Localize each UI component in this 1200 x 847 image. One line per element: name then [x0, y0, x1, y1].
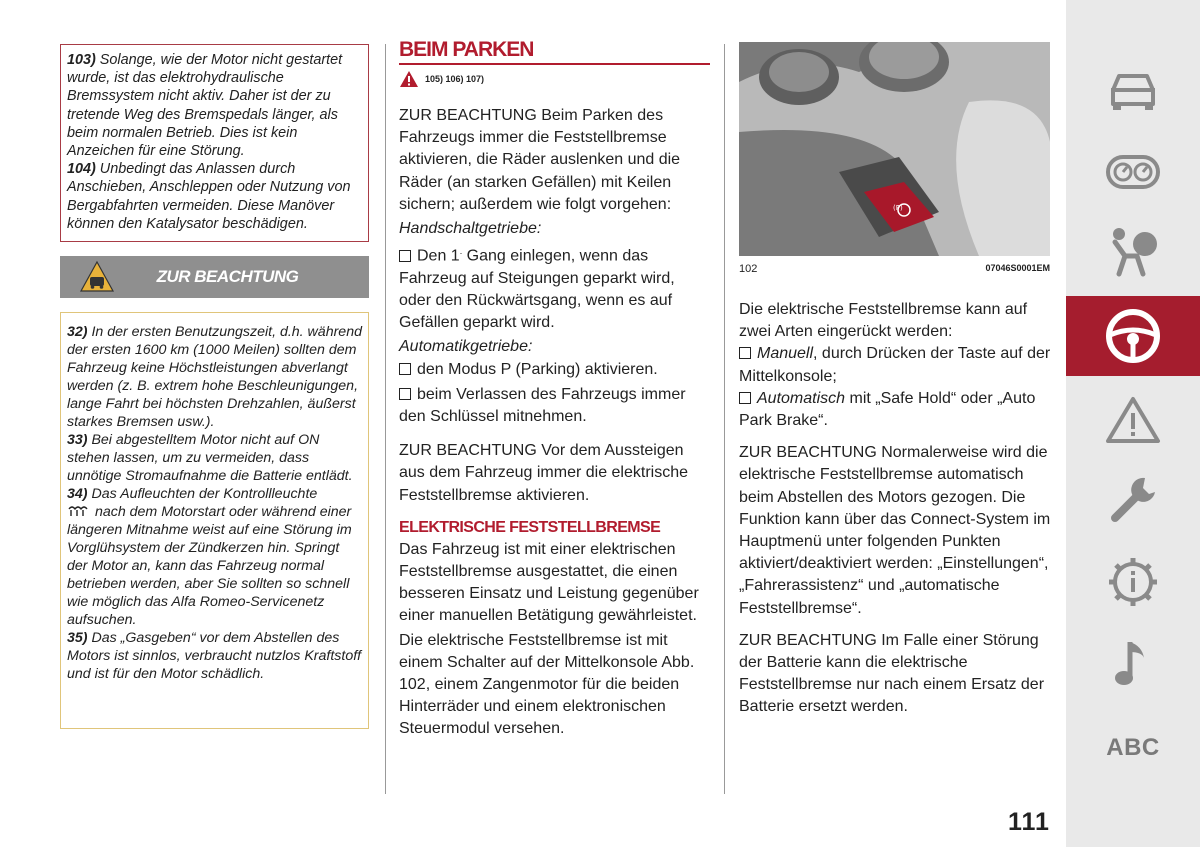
car-icon[interactable] [1066, 58, 1200, 122]
glow-plug-icon [67, 504, 89, 516]
note-text: Unbedingt das Anlassen durch Anschieben, Anschleppen oder Nutzung von Bergabfahrten vermeiden. Diese Manöver können den Katalysator beschädigen. [67, 161, 351, 232]
caution-num: 35) [67, 630, 88, 646]
info-gear-icon[interactable] [1066, 550, 1200, 614]
caution-num: 32) [67, 324, 88, 340]
page-number: 111 [1008, 808, 1050, 836]
index-abc[interactable] [1066, 720, 1200, 776]
right-body [739, 299, 1055, 719]
abc-label: ABC [1106, 734, 1160, 761]
auto-item: den Modus P (Parking) aktivieren. [399, 359, 711, 381]
caution-text: Das Aufleuchten der Kontrollleuchte [87, 486, 318, 502]
paragraph: ZUR BEACHTUNG Vor dem Aussteigen aus dem Fahrzeug immer die elektrische Feststellbremse aktivieren. [399, 442, 689, 504]
checkbox-bullet-icon [399, 363, 411, 375]
caution-text: Bei abgestelltem Motor nicht auf ON stehen lassen, um zu vermeiden, dass unnötige Stromaufnahme die Batterie entlädt. [67, 432, 353, 484]
figure-console-photo [739, 42, 1050, 256]
warning-refs [399, 70, 484, 88]
subsection-title: ELEKTRISCHE FESTSTELLBREMSE [399, 518, 661, 536]
figure-code: 07046S0001EM [985, 263, 1050, 273]
steering-wheel-icon[interactable] [1066, 296, 1200, 376]
dashboard-icon[interactable] [1066, 140, 1200, 204]
checkbox-bullet-icon [739, 392, 751, 404]
caution-num: 34) [67, 486, 88, 502]
note-text: Solange, wie der Motor nicht gestartet wurde, ist das elektrohydraulische Bremssystem nicht aktiv. Daher ist der zu tretende Weg des Bremspedals länger, als beim normalen Betrieb. Dies ist kein Anzeichen für eine Störung. [67, 52, 343, 160]
auto-item: beim Verlassen des Fahrzeugs immer den Schlüssel mitnehmen. [399, 385, 686, 425]
music-note-icon[interactable] [1066, 632, 1200, 696]
column-divider [385, 44, 386, 794]
note-box [60, 44, 369, 242]
checkbox-bullet-icon [739, 347, 751, 359]
figure-caption [739, 263, 1050, 275]
warning-ref-numbers: 105) 106) 107) [425, 74, 485, 84]
middle-body [399, 105, 711, 741]
paragraph: ZUR BEACHTUNG Beim Parken des Fahrzeugs immer die Feststellbremse aktivieren, die Räder auslenken und die Räder (an starken Gefällen) mit Keilen sichern; außerdem wie folgt vorgehen: [399, 107, 681, 213]
auto-label: Automatikgetriebe: [399, 338, 533, 356]
section-title: BEIM PARKEN [399, 38, 534, 61]
paragraph: Die elektrische Feststellbremse kann auf zwei Arten eingerückt werden: [739, 301, 1028, 341]
svg-text:(P): (P) [893, 204, 903, 212]
list-item: Manuell, durch Drücken der Taste auf der Mittelkonsole; [739, 345, 1051, 385]
caution-road-icon [78, 258, 116, 296]
paragraph: Das Fahrzeug ist mit einer elektrischen Feststellbremse ausgestattet, die einen besseren Einsatz und Leistung gegenüber einer manuellen Betätigung gewährleistet. [399, 540, 699, 625]
column-divider [724, 44, 725, 794]
paragraph: ZUR BEACHTUNG Normalerweise wird die elektrische Feststellbremse automatisch beim Abstellen des Motors gezogen. Die Funktion kann über das Connect-System im Hauptmenü unter folgenden Punkten aktiviert/deaktiviert werden: „Einstellungen“, „Fahrerassistenz“ und „automatische Feststellbremse“. [739, 444, 1051, 617]
warning-icon[interactable] [1066, 388, 1200, 452]
manual-label: Handschaltgetriebe: [399, 220, 542, 238]
figure-number: 102 [739, 263, 758, 275]
caution-title: ZUR BEACHTUNG [156, 267, 299, 286]
note-num: 103) [67, 52, 96, 68]
list-item: Automatisch mit „Safe Hold“ oder „Auto Park Brake“. [739, 389, 1036, 430]
caution-text: nach dem Motorstart oder während einer längeren Mitnahme weist auf eine Störung im Vorglühsystem der Zündkerzen hin. Springt der Motor an, kann das Fahrzeug normal betrieben werden, aber Sie sollten so schnell wie möglich das Alfa Romeo-Servicenetz aufsuchen. [67, 504, 352, 628]
warning-icon [399, 70, 419, 88]
caution-text: In der ersten Benutzungszeit, d.h. während der ersten 1600 km (1000 Meilen) sollten dem Fahrzeug keine Höchstleistungen abverlangt werden (z. B. extrem hohe Beschleunigungen, lange Fahrt bei höchsten Drehzahlen, äußerst starkes Bremsen usw.). [67, 324, 362, 430]
paragraph: Die elektrische Feststellbremse ist mit einem Schalter auf der Mittelkonsole Abb. 102, einem Zangenmotor für die beiden Hinterräder und einem elektronischen Steuermodul versehen. [399, 631, 695, 738]
note-num: 104) [67, 161, 96, 178]
caution-num: 33) [67, 432, 88, 448]
chapter-sidebar [1066, 0, 1200, 847]
checkbox-bullet-icon [399, 250, 411, 262]
airbag-icon[interactable] [1066, 220, 1200, 284]
caution-box [60, 312, 369, 729]
wrench-icon[interactable] [1066, 468, 1200, 532]
paragraph: ZUR BEACHTUNG Im Falle einer Störung der Batterie kann die elektrische Feststellbremse nur nach einem Ersatz der Batterie ersetzt werden. [739, 631, 1045, 716]
caution-text: Das „Gasgeben“ vor dem Abstellen des Motors ist sinnlos, verbraucht nutzlos Kraftstoff und ist für den Motor schädlich. [67, 630, 362, 682]
checkbox-bullet-icon [399, 388, 411, 400]
title-underline [399, 63, 710, 65]
caution-header [60, 256, 369, 298]
manual-item: Den 1. Gang einlegen, wenn das Fahrzeug auf Steigungen geparkt wird, oder den Rückwärtsgang, wenn es auf Gefällen geparkt wird. [399, 246, 675, 332]
